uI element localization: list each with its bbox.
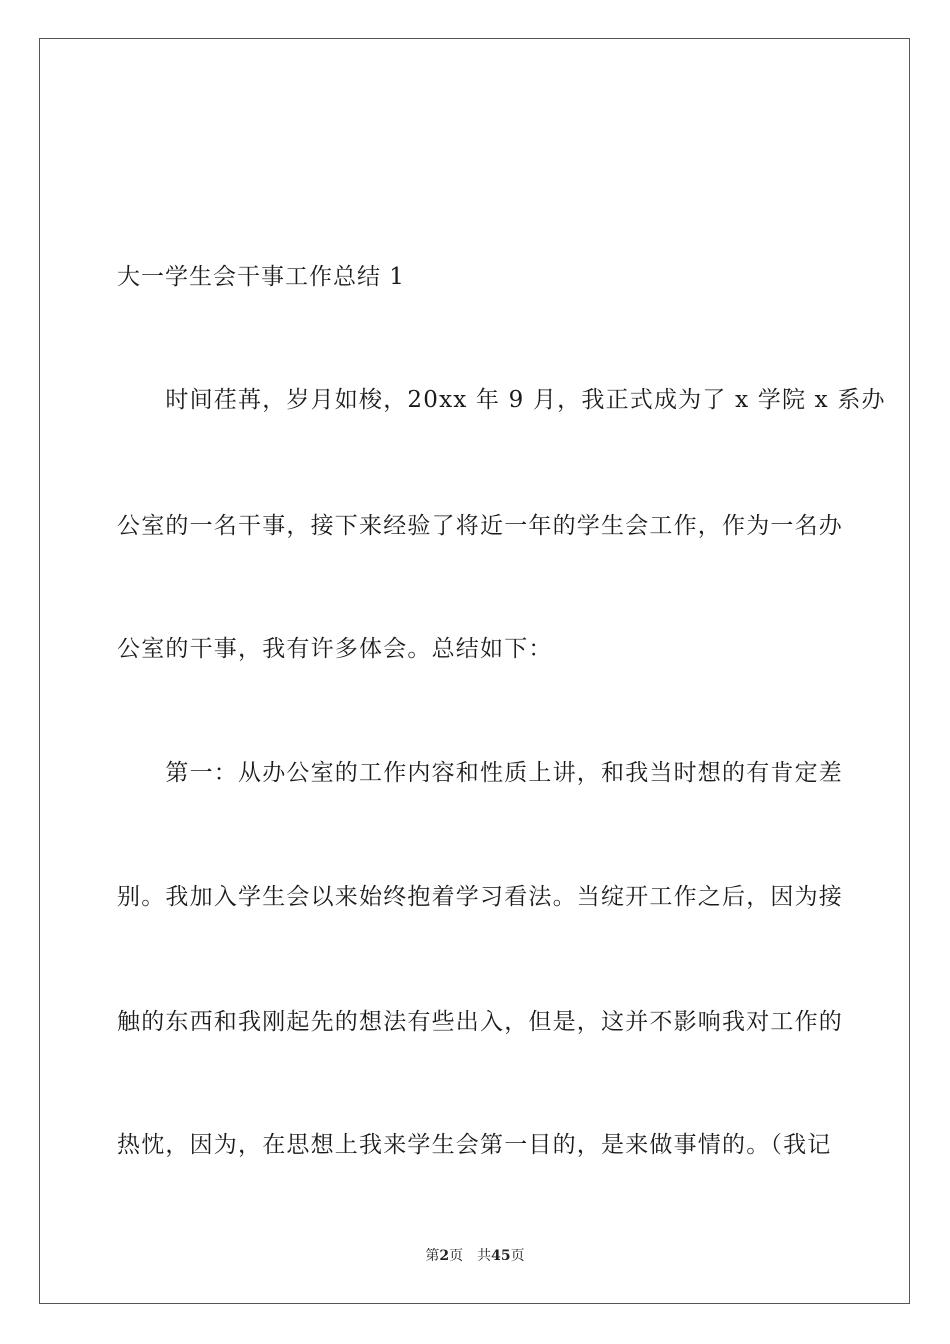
- document-title: 大一学生会干事工作总结 1: [117, 264, 405, 290]
- total-prefix: 共: [477, 1248, 492, 1264]
- page-footer: [0, 1247, 950, 1265]
- total-suffix: 页: [510, 1248, 525, 1264]
- page-number: 2: [439, 1248, 450, 1264]
- body-line-3: 公室的干事，我有许多体会。总结如下：: [117, 636, 553, 662]
- body-line-1: 时间荏苒，岁月如梭，20xx 年 9 月，我正式成为了 x 学院 x 系办: [117, 387, 886, 413]
- body-line-5: 别。我加入学生会以来始终抱着学习看法。当绽开工作之后，因为接: [117, 884, 843, 910]
- page-prefix: 第: [425, 1248, 440, 1264]
- total-pages: 45: [491, 1248, 511, 1264]
- body-line-6: 触的东西和我刚起先的想法有些出入，但是，这并不影响我对工作的: [117, 1009, 843, 1035]
- body-line-2: 公室的一名干事，接下来经验了将近一年的学生会工作，作为一名办: [117, 513, 843, 539]
- body-line-7: 热忱，因为，在思想上我来学生会第一目的，是来做事情的。（我记: [117, 1132, 832, 1158]
- page-suffix: 页: [449, 1248, 464, 1264]
- page-border: [39, 38, 910, 1304]
- body-line-4: 第一：从办公室的工作内容和性质上讲，和我当时想的有肯定差: [117, 760, 843, 786]
